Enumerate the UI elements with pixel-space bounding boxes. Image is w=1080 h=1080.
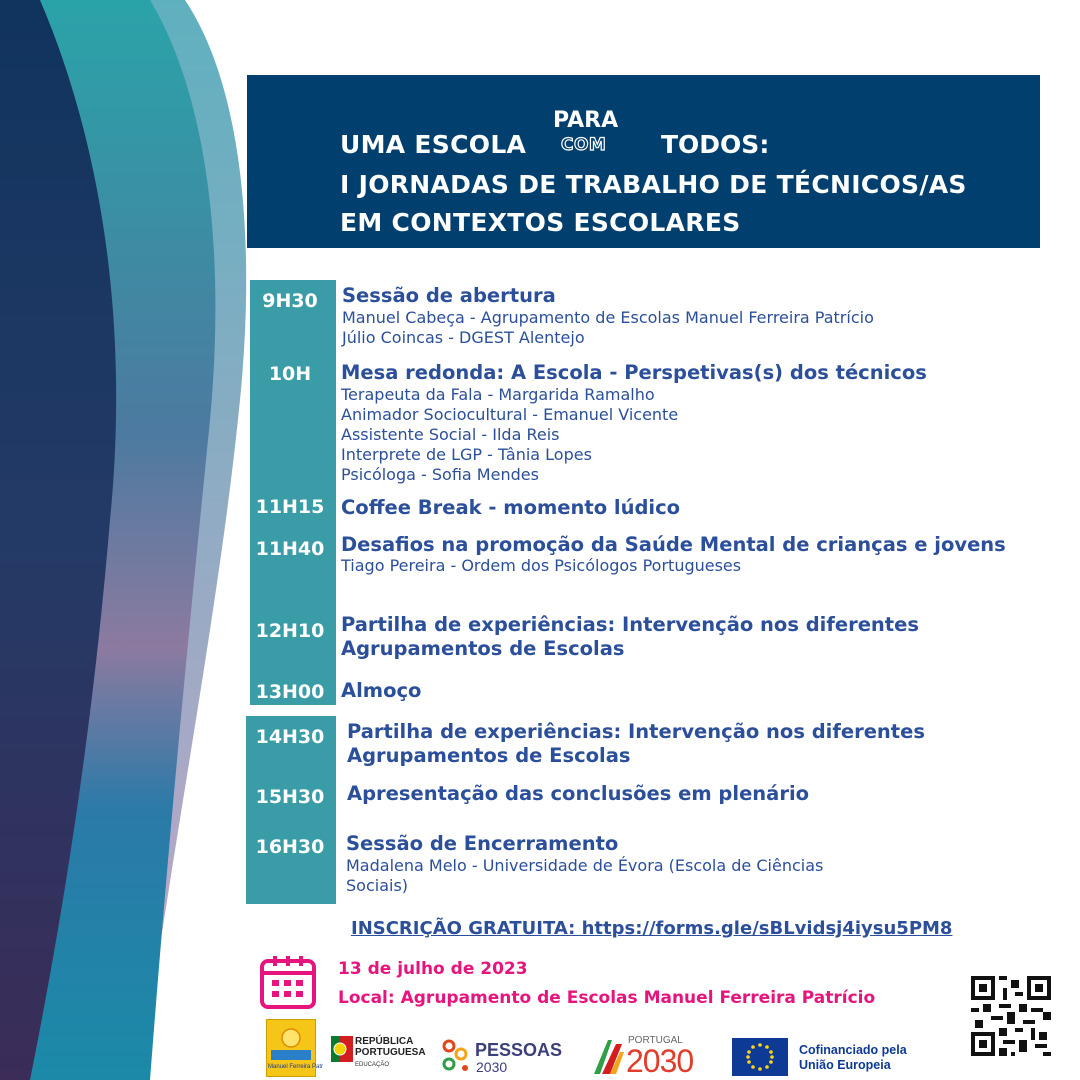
- session-title: Agrupamentos de Escolas: [347, 744, 631, 767]
- session-title: Sessão de Encerramento: [346, 832, 619, 855]
- pessoas-logo-icon: [439, 1038, 473, 1074]
- session-title: Coffee Break - momento lúdico: [341, 496, 681, 519]
- title-line2: I JORNADAS DE TRABALHO DE TÉCNICOS/AS: [340, 170, 967, 199]
- time-label: 9H30: [262, 290, 318, 312]
- republica-emblem-icon: [331, 1036, 353, 1062]
- session-title: Agrupamentos de Escolas: [341, 637, 625, 660]
- portugal-2030-icon: [590, 1036, 626, 1076]
- registration-label: INSCRIÇÃO GRATUITA: h: [351, 918, 595, 939]
- speaker: Terapeuta da Fala - Margarida Ramalho: [341, 385, 655, 404]
- title-para: PARA: [553, 108, 619, 133]
- session-title: Mesa redonda: A Escola - Perspetivas(s) dos técnicos: [341, 361, 927, 384]
- event-location: Local: Agrupamento de Escolas Manuel Ferreira Patrício: [338, 988, 876, 1008]
- time-label: 11H15: [255, 496, 325, 518]
- speaker: Sociais): [346, 876, 409, 895]
- speaker: Interprete de LGP - Tânia Lopes: [341, 445, 592, 464]
- session-title: Apresentação das conclusões em plenário: [347, 782, 810, 805]
- time-label: 16H30: [255, 836, 325, 858]
- title-banner: [247, 75, 1040, 248]
- session-title: Sessão de abertura: [342, 284, 556, 307]
- speaker: Assistente Social - Ilda Reis: [341, 425, 560, 444]
- time-label: 14H30: [255, 726, 325, 748]
- time-label: 15H30: [255, 786, 325, 808]
- calendar-icon: [259, 955, 319, 1011]
- portugal-line1: PORTUGAL: [628, 1035, 683, 1046]
- registration-url[interactable]: ttps://forms.gle/sBLvidsj4iysu5PM8: [594, 918, 953, 939]
- title-line3: EM CONTEXTOS ESCOLARES: [340, 208, 741, 237]
- speaker: Animador Sociocultural - Emanuel Vicente: [341, 405, 679, 424]
- portugal-line2: 2030: [626, 1043, 694, 1079]
- republica-line3: EDUCAÇÃO: [355, 1062, 390, 1068]
- eu-line1: Cofinanciado pela: [799, 1043, 907, 1057]
- registration-link[interactable]: [351, 918, 952, 939]
- eu-flag-icon: [732, 1038, 788, 1076]
- qr-code-icon[interactable]: [971, 976, 1051, 1056]
- sun-icon: [267, 1020, 315, 1064]
- time-label: 13H00: [255, 681, 325, 703]
- title-line1-left: UMA ESCOLA: [340, 130, 527, 159]
- speaker: Madalena Melo - Universidade de Évora (Escola de Ciências: [346, 856, 824, 875]
- time-label: 11H40: [255, 538, 325, 560]
- session-title: Desafios na promoção da Saúde Mental de crianças e jovens: [341, 533, 1006, 556]
- session-title: Almoço: [341, 679, 422, 702]
- title-line1-right: TODOS:: [661, 130, 770, 159]
- session-title: Partilha de experiências: Intervenção nos diferentes: [341, 613, 919, 636]
- republica-line1: REPÚBLICA: [355, 1036, 414, 1047]
- session-title: Partilha de experiências: Intervenção nos diferentes: [347, 720, 925, 743]
- school-logo-text: Manuel Ferreira Patr: [268, 1064, 324, 1070]
- speaker: Psicóloga - Sofia Mendes: [341, 465, 539, 484]
- republica-line2: PORTUGUESA: [355, 1047, 426, 1058]
- title-com: COM: [561, 135, 607, 155]
- speaker: Júlio Coincas - DGEST Alentejo: [342, 328, 585, 347]
- time-label: 12H10: [255, 620, 325, 642]
- eu-line2: União Europeia: [799, 1058, 891, 1072]
- time-label: 10H: [268, 363, 312, 385]
- pessoas-line1: PESSOAS: [475, 1040, 563, 1060]
- speaker: Tiago Pereira - Ordem dos Psicólogos Portugueses: [341, 556, 742, 575]
- speaker: Manuel Cabeça - Agrupamento de Escolas Manuel Ferreira Patrício: [342, 308, 874, 327]
- event-date: 13 de julho de 2023: [338, 959, 528, 979]
- pessoas-line2: 2030: [476, 1059, 508, 1075]
- school-logo: [266, 1019, 324, 1077]
